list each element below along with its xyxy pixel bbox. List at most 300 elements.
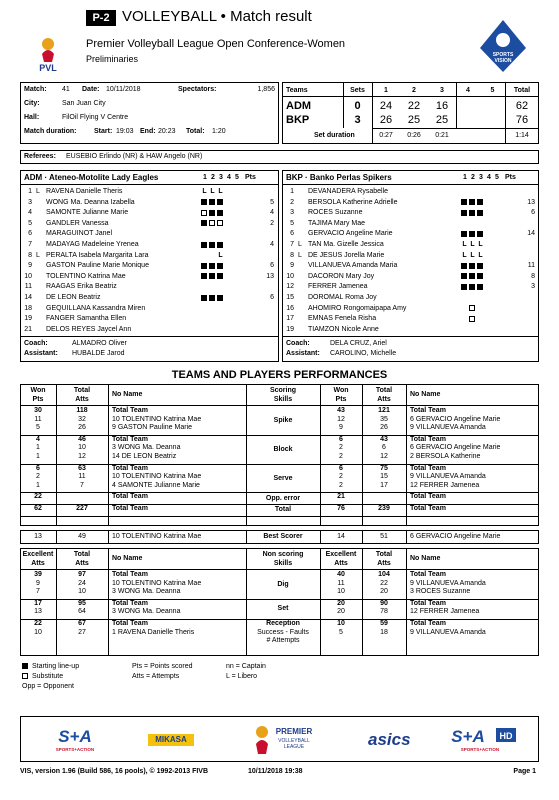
libero-set-marker: L xyxy=(202,188,207,195)
player-points: 4 xyxy=(270,209,274,217)
right-total: 22 xyxy=(380,579,388,587)
match-label: Match: xyxy=(24,86,47,93)
right-name: 12 FERRER Jamenea xyxy=(410,481,480,489)
svg-text:S+A: S+A xyxy=(58,727,92,746)
left-total: 64 xyxy=(78,608,86,616)
right-won: 20 xyxy=(337,599,345,607)
libero-set-marker: L xyxy=(462,241,467,248)
header-won: Won xyxy=(333,387,349,394)
player-name: AHOMIRO Rongomaipapa Amy xyxy=(308,304,407,312)
left-won: 22 xyxy=(34,493,42,501)
starting-lineup-icon xyxy=(217,273,223,279)
left-name: 9 GASTON Pauline Marie xyxy=(112,424,193,432)
libero-set-marker: L xyxy=(218,188,223,195)
player-number: 11 xyxy=(24,283,32,291)
end-label: End: xyxy=(140,128,156,135)
player-number: 9 xyxy=(28,262,32,270)
right-won: 20 xyxy=(337,608,345,616)
left-won: 13 xyxy=(34,533,42,540)
substitute-icon xyxy=(201,210,207,216)
right-assistant-label: Assistant: xyxy=(286,350,320,357)
date-label: Date: xyxy=(82,86,100,93)
phase-label: Preliminaries xyxy=(86,54,139,64)
starting-lineup-icon xyxy=(217,210,223,216)
team-code: BKP xyxy=(286,114,310,126)
legend xyxy=(20,662,320,702)
header-atts: Atts xyxy=(75,560,89,567)
right-won: 76 xyxy=(337,505,345,512)
right-total: 12 xyxy=(380,453,388,460)
player-number: 8 xyxy=(28,251,32,259)
right-won: 2 xyxy=(339,481,343,489)
skill-label: Dig xyxy=(277,580,289,588)
right-won: 10 xyxy=(337,588,345,596)
svg-text:S+A: S+A xyxy=(451,727,485,746)
right-name: Total Team xyxy=(410,505,446,512)
set-column-header: 3 xyxy=(479,174,483,181)
left-total: 63 xyxy=(78,464,86,472)
player-points: 6 xyxy=(270,294,274,301)
header-atts: Atts xyxy=(75,396,89,403)
right-total: 15 xyxy=(380,473,388,481)
set-column-header: 4 xyxy=(487,174,491,181)
player-number: 5 xyxy=(290,219,294,227)
referees-names: EUSEBIO Erlindo (NR) & HAW Angelo (NR) xyxy=(66,153,203,160)
column-divider xyxy=(108,530,109,544)
libero-set-marker: L xyxy=(478,241,483,248)
left-total: 12 xyxy=(78,453,86,460)
asics-logo: asics xyxy=(368,730,411,749)
skill-label: Opp. error xyxy=(265,494,301,502)
libero-marker: L xyxy=(298,241,302,248)
set-column-header: 5 xyxy=(495,174,499,181)
player-name: FANGER Samantha Ellen xyxy=(46,315,127,323)
starting-lineup-icon xyxy=(201,295,207,301)
start-label: Start: xyxy=(94,128,113,135)
right-name: Total Team xyxy=(410,407,446,414)
player-name: EMNAS Fenela Risha xyxy=(308,315,377,323)
left-assistant-label: Assistant: xyxy=(24,350,58,357)
libero-set-marker: L xyxy=(218,251,223,259)
player-points: 13 xyxy=(527,198,535,206)
spectators-count: 1,856 xyxy=(257,86,275,93)
player-points: 4 xyxy=(270,241,274,248)
starting-lineup-icon xyxy=(461,284,467,290)
set-score: 16 xyxy=(435,100,449,112)
header-pts: Pts xyxy=(335,396,347,403)
left-name: Total Team xyxy=(112,493,148,501)
left-name: 3 WONG Ma. Deanna xyxy=(112,444,181,452)
svg-text:VISION: VISION xyxy=(494,58,512,64)
right-total: 75 xyxy=(380,464,388,472)
player-name: WONG Ma. Deanna Izabella xyxy=(46,198,135,206)
right-won: 12 xyxy=(337,415,345,423)
player-number: 1 xyxy=(28,188,32,195)
right-won: 43 xyxy=(337,407,345,414)
starting-lineup-icon xyxy=(461,199,467,205)
set-score: 25 xyxy=(407,114,421,126)
player-name: DE LEON Beatriz xyxy=(46,294,101,301)
left-coach-name: ALMADRO Oliver xyxy=(72,340,127,347)
left-total: 10 xyxy=(78,588,86,596)
player-name: MADAYAG Madeleine Yrenea xyxy=(46,241,139,248)
right-name: Total Team xyxy=(410,620,446,627)
player-number: 3 xyxy=(28,198,32,206)
city-label: City: xyxy=(24,100,40,107)
svg-text:LEAGUE: LEAGUE xyxy=(283,744,305,750)
left-total: 26 xyxy=(78,424,86,432)
score-header-set2: 2 xyxy=(412,87,416,94)
player-name: ROCES Suzanne xyxy=(308,209,363,217)
starting-lineup-icon xyxy=(217,242,223,248)
legend-substitute: Substitute xyxy=(32,673,64,680)
header-name: No Name xyxy=(410,555,441,562)
player-points: 8 xyxy=(531,272,535,280)
player-number: 10 xyxy=(24,272,32,280)
svg-text:PVL: PVL xyxy=(39,63,57,72)
right-name: 9 VILLANUEVA Amanda xyxy=(410,628,486,636)
player-name: DACORON Mary Joy xyxy=(308,272,375,280)
left-team-title: ADM · Ateneo-Motolite Lady Eagles xyxy=(24,173,159,182)
right-name: Total Team xyxy=(410,464,446,472)
left-name: Total Team xyxy=(112,599,148,607)
right-total: 78 xyxy=(380,608,388,616)
player-points: 6 xyxy=(531,209,535,217)
starting-lineup-icon xyxy=(461,210,467,216)
right-won: 40 xyxy=(337,571,345,578)
player-points: 2 xyxy=(270,219,274,227)
player-name: GERVACIO Angeline Marie xyxy=(308,230,393,238)
starting-lineup-icon xyxy=(209,295,215,301)
right-name: 6 GERVACIO Angeline Marie xyxy=(410,415,501,423)
starting-lineup-icon xyxy=(461,231,467,237)
right-name: 9 VILLANUEVA Amanda xyxy=(410,579,486,587)
left-name: Total Team xyxy=(112,620,148,627)
player-number: 1 xyxy=(290,188,294,195)
set-duration: 0:26 xyxy=(407,132,421,139)
starting-lineup-icon xyxy=(209,263,215,269)
set-column-header: 1 xyxy=(463,174,467,181)
match-date: 10/11/2018 xyxy=(106,86,141,93)
right-name: Total Team xyxy=(410,493,446,501)
total-label: Total: xyxy=(186,128,205,135)
right-won: 6 xyxy=(339,435,343,443)
player-name: MARAGUINOT Janel xyxy=(46,230,112,238)
starting-lineup-icon xyxy=(469,231,475,237)
header-skill: Skills xyxy=(273,396,293,403)
player-number: 8 xyxy=(290,251,294,259)
right-name: 6 GERVACIO Angeline Marie xyxy=(410,444,501,452)
starting-lineup-icon xyxy=(469,263,475,269)
set-column-header: 2 xyxy=(211,174,215,181)
right-won: 10 xyxy=(337,620,345,627)
player-number: 18 xyxy=(24,304,32,312)
left-total: 227 xyxy=(76,505,88,512)
left-won: 7 xyxy=(36,588,40,596)
starting-lineup-icon xyxy=(477,273,483,279)
spectators-label: Spectators: xyxy=(178,86,217,93)
left-total: 10 xyxy=(78,444,86,452)
player-number: 4 xyxy=(28,209,32,217)
score-header-set4: 4 xyxy=(466,87,470,94)
set-column-header: 3 xyxy=(219,174,223,181)
left-name: 3 WONG Ma. Deanna xyxy=(112,588,181,596)
score-header-total: Total xyxy=(513,87,531,94)
left-name: 10 TOLENTINO Katrina Mae xyxy=(112,473,202,481)
starting-lineup-icon xyxy=(22,663,28,669)
footer-timestamp: 10/11/2018 19:38 xyxy=(248,768,303,775)
left-won: 1 xyxy=(36,453,40,460)
svg-text:SPORTS+ACTION: SPORTS+ACTION xyxy=(55,747,95,752)
player-name: TOLENTINO Katrina Mae xyxy=(46,272,126,280)
right-won: 2 xyxy=(339,444,343,452)
starting-lineup-icon xyxy=(209,199,215,205)
substitute-icon xyxy=(209,220,215,226)
player-number: 6 xyxy=(290,230,294,238)
player-name: GASTON Pauline Marie Monique xyxy=(46,262,149,270)
left-name: 10 TOLENTINO Katrina Mae xyxy=(112,579,202,587)
right-total: 18 xyxy=(380,628,388,636)
player-name: BERSOLA Katherine Adrielle xyxy=(308,198,398,206)
left-total: 32 xyxy=(78,415,86,423)
player-name: TAJIMA Mary Mae xyxy=(308,219,366,227)
right-won: 21 xyxy=(337,493,345,501)
right-total: 6 xyxy=(382,444,386,452)
sports-action-hd-logo xyxy=(440,724,520,754)
total-time: 1:20 xyxy=(212,128,226,135)
starting-lineup-icon xyxy=(209,242,215,248)
player-number: 21 xyxy=(24,325,32,333)
starting-lineup-icon xyxy=(461,273,467,279)
starting-lineup-icon xyxy=(201,220,207,226)
player-name: DEVANADERA Rysabelle xyxy=(308,188,389,195)
left-won: 1 xyxy=(36,444,40,452)
right-name: 6 GERVACIO Angeline Marie xyxy=(410,533,501,540)
end-time: 20:23 xyxy=(158,128,176,135)
header-total: Total xyxy=(73,387,91,394)
right-won: 9 xyxy=(339,424,343,432)
left-total: 95 xyxy=(78,599,86,607)
left-total: 97 xyxy=(78,571,86,578)
starting-lineup-icon xyxy=(477,210,483,216)
player-number: 19 xyxy=(286,325,294,333)
right-total: 26 xyxy=(380,424,388,432)
header-skill: Skills xyxy=(273,560,293,567)
left-name: Total Team xyxy=(112,505,148,512)
skill-label: Block xyxy=(273,445,293,453)
skill-label: Spike xyxy=(273,416,293,424)
player-number: 7 xyxy=(28,241,32,248)
right-name: Total Team xyxy=(410,571,446,578)
player-number: 6 xyxy=(28,230,32,238)
right-name: 3 ROCES Suzanne xyxy=(410,588,471,596)
legend-starting: Starting line-up xyxy=(32,663,80,670)
hall-value: FilOil Flying V Centre xyxy=(62,114,129,121)
libero-set-marker: L xyxy=(210,188,215,195)
svg-text:VOLLEYBALL: VOLLEYBALL xyxy=(278,738,310,744)
player-name: PERALTA Isabela Margarita Lara xyxy=(46,251,149,259)
player-points: 3 xyxy=(531,283,535,291)
right-team-title: BKP · Banko Perlas Spikers xyxy=(286,173,392,182)
mikasa-logo: MIKASA xyxy=(148,734,194,746)
right-total: 59 xyxy=(380,620,388,627)
left-won: 10 xyxy=(34,628,42,636)
left-total: 27 xyxy=(78,628,86,636)
starting-lineup-icon xyxy=(217,263,223,269)
set-duration-label: Set duration xyxy=(314,132,355,139)
left-name: 10 TOLENTINO Katrina Mae xyxy=(112,415,202,423)
header-pts: Atts xyxy=(334,560,348,567)
svg-text:HD: HD xyxy=(499,731,513,741)
player-name: TIAMZON Nicole Anne xyxy=(308,325,379,333)
player-number: 3 xyxy=(290,209,294,217)
player-name: GANDLER Vanessa xyxy=(46,219,109,227)
player-name: GEQUILLANA Kassandra Miren xyxy=(46,304,146,312)
right-coach-name: DELA CRUZ, Ariel xyxy=(330,340,387,347)
player-name: RAAGAS Erika Beatriz xyxy=(46,283,117,291)
right-total: 17 xyxy=(380,481,388,489)
legend-opponent: Opp = Opponent xyxy=(22,683,74,690)
player-number: 5 xyxy=(28,219,32,227)
total-set-duration: 1:14 xyxy=(515,132,529,139)
libero-set-marker: L xyxy=(478,251,483,259)
right-total: 20 xyxy=(380,588,388,596)
skill-label: Best Scorer xyxy=(263,533,303,540)
header-name: No Name xyxy=(112,391,143,398)
right-name: 2 BERSOLA Katherine xyxy=(410,453,481,460)
player-name: DE JESUS Jorella Marie xyxy=(308,251,385,259)
right-won: 14 xyxy=(337,533,345,540)
starting-lineup-icon xyxy=(201,199,207,205)
right-won: 2 xyxy=(339,473,343,481)
right-name: 9 VILLANUEVA Amanda xyxy=(410,424,486,432)
substitute-icon xyxy=(22,673,28,679)
left-won: 4 xyxy=(36,435,40,443)
team-sets-won: 0 xyxy=(354,100,361,112)
legend-libero: L = Libero xyxy=(226,673,258,680)
player-points: 5 xyxy=(270,198,274,206)
libero-marker: L xyxy=(298,251,302,259)
left-name: Total Team xyxy=(112,571,148,578)
left-won: 5 xyxy=(36,424,40,432)
pvl-logo xyxy=(28,32,68,72)
start-time: 19:03 xyxy=(116,128,134,135)
page-badge: P-2 xyxy=(86,10,116,26)
player-number: 16 xyxy=(286,304,294,312)
player-number: 9 xyxy=(290,262,294,270)
right-total: 104 xyxy=(378,571,390,578)
header-total: Total xyxy=(73,551,91,558)
left-won: 30 xyxy=(34,407,42,414)
footer-version: VIS, version 1.96 (Build 586, 16 pools), © 1992-2013 FIVB xyxy=(20,768,209,775)
starting-lineup-icon xyxy=(477,284,483,290)
header-atts: Atts xyxy=(377,396,391,403)
player-name: VILLANUEVA Amanda Maria xyxy=(308,262,398,270)
player-number: 10 xyxy=(286,272,294,280)
starting-lineup-icon xyxy=(201,273,207,279)
set-score: 26 xyxy=(379,114,393,126)
player-number: 14 xyxy=(24,294,32,301)
right-won: 6 xyxy=(339,464,343,472)
player-number: 7 xyxy=(290,241,294,248)
column-divider xyxy=(406,548,407,656)
left-total: 49 xyxy=(78,533,86,540)
header-atts: Atts xyxy=(377,560,391,567)
starting-lineup-icon xyxy=(209,210,215,216)
player-name: RAVENA Danielle Theris xyxy=(46,188,123,195)
team-total-points: 62 xyxy=(515,100,529,112)
left-name: 1 RAVENA Danielle Theris xyxy=(112,628,195,636)
left-name: 3 WONG Ma. Deanna xyxy=(112,608,181,616)
starting-lineup-icon xyxy=(477,263,483,269)
left-won: 62 xyxy=(34,505,42,512)
column-divider xyxy=(406,530,407,544)
duration-label: Match duration: xyxy=(24,128,77,135)
set-column-header: 5 xyxy=(235,174,239,181)
right-won: 2 xyxy=(339,453,343,460)
score-header-set5: 5 xyxy=(490,87,495,94)
set-column-header: 2 xyxy=(471,174,475,181)
column-divider xyxy=(108,548,109,656)
right-name: Total Team xyxy=(410,435,446,443)
right-total: 239 xyxy=(378,505,390,512)
page-title: VOLLEYBALL • Match result xyxy=(122,8,312,25)
header-skill: Scoring xyxy=(269,387,297,394)
substitute-icon xyxy=(217,220,223,226)
competition-name: Premier Volleyball League Open Conference-Women xyxy=(86,38,346,50)
match-number: 41 xyxy=(62,86,70,93)
player-name: DELOS REYES Jaycel Ann xyxy=(46,325,132,333)
player-number: 19 xyxy=(24,315,32,323)
player-name: FERRER Jamenea xyxy=(308,283,368,291)
set-duration: 0:21 xyxy=(435,132,449,139)
legend-captain: nn = Captain xyxy=(226,663,266,670)
performances-title: TEAMS AND PLAYERS PERFORMANCES xyxy=(171,369,388,381)
substitute-icon xyxy=(469,316,475,322)
starting-lineup-icon xyxy=(469,273,475,279)
hall-label: Hall: xyxy=(24,114,40,121)
skill-label: Set xyxy=(277,605,289,613)
header-name: No Name xyxy=(410,391,441,398)
left-won: 17 xyxy=(34,599,42,607)
header-pts: Pts xyxy=(32,396,44,403)
skill-sublabel: # Attempts xyxy=(266,637,300,645)
starting-lineup-icon xyxy=(477,231,483,237)
left-won: 39 xyxy=(34,571,42,578)
left-won: 11 xyxy=(34,415,42,423)
right-total: 35 xyxy=(380,415,388,423)
libero-set-marker: L xyxy=(462,251,467,259)
right-coach-label: Coach: xyxy=(286,340,310,347)
skill-sublabel: Success - Faults xyxy=(257,628,309,636)
player-number: 17 xyxy=(286,315,294,323)
left-name: 10 TOLENTINO Katrina Mae xyxy=(112,533,202,540)
starting-lineup-icon xyxy=(461,263,467,269)
player-points: 13 xyxy=(266,272,274,280)
team-total-points: 76 xyxy=(515,114,529,126)
left-name: Total Team xyxy=(112,435,148,443)
starting-lineup-icon xyxy=(201,263,207,269)
left-total: 67 xyxy=(78,620,86,627)
starting-lineup-icon xyxy=(217,199,223,205)
legend-attempts: Atts = Attempts xyxy=(132,673,180,680)
set-score: 22 xyxy=(407,100,421,112)
sports-action-logo xyxy=(40,724,110,754)
starting-lineup-icon xyxy=(209,273,215,279)
left-won: 2 xyxy=(36,473,40,481)
starting-lineup-icon xyxy=(469,210,475,216)
skill-label: Serve xyxy=(273,474,293,482)
